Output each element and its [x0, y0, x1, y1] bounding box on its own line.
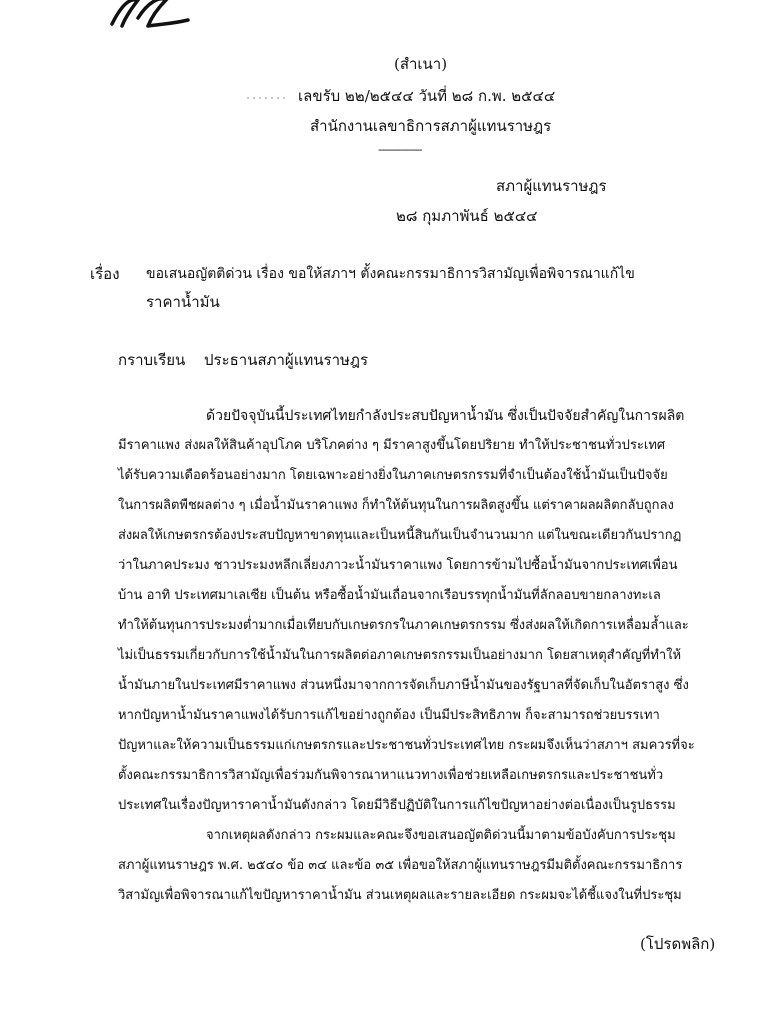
scan-dots [244, 96, 292, 100]
receipt-line: เลขรับ ๒๒/๒๕๔๔ วันที่ ๒๘ ก.พ. ๒๕๔๔ [298, 87, 556, 105]
body-line: ว่าในภาคประมง ชาวประมงหลีกเลี่ยงภาวะน้ำมันราคาแพง โดยการข้ามไปซื้อน้ำมันจากประเทศเพื่อน [118, 558, 678, 573]
salutation-label: กราบเรียน [118, 351, 186, 369]
sender-name: สภาผู้แทนราษฎร [496, 177, 607, 195]
body-line: บ้าน อาทิ ประเทศมาเลเซีย เป็นต้น หรือซื้อน้ำมันเถื่อนจากเรือบรรทุกน้ำมันที่ลักลอบขายกลางทะเล [118, 588, 661, 603]
body-line: ด้วยปัจจุบันนี้ประเทศไทยกำลังประสบปัญหาน้ำมัน ซึ่งเป็นปัจจัยสำคัญในการผลิต [206, 408, 685, 424]
body-line: ส่งผลให้เกษตรกรต้องประสบปัญหาขาดทุนและเป็นหนี้สินกันเป็นจำนวนมาก แต่ในขณะเดียวกันปรากฏ [118, 528, 682, 543]
turn-over-note: (โปรดพลิก) [640, 935, 716, 953]
body-line: ไม่เป็นธรรมเกี่ยวกับการใช้น้ำมันในการผลิตต่อภาคเกษตรกรรมเป็นอย่างมาก โดยสาเหตุสำคัญที่ทำให้ [118, 648, 682, 663]
subject-line-2: ราคาน้ำมัน [146, 293, 220, 311]
body-line: ทำให้ต้นทุนการประมงต่ำมากเมื่อเทียบกับเกษตรกรในภาคเกษตรกรรม ซึ่งส่งผลให้เกิดการเหลื่อมล้ำและ [118, 618, 689, 633]
body-line: จากเหตุผลดังกล่าว กระผมและคณะจึงขอเสนอญัตติด่วนนี้มาตามข้อบังคับการประชุม [206, 828, 676, 843]
body-line: หากปัญหาน้ำมันราคาแพงได้รับการแก้ไขอย่างถูกต้อง เป็นมีประสิทธิภาพ ก็จะสามารถช่วยบรรเทา [118, 708, 660, 723]
copy-mark: (สำเนา) [394, 55, 448, 73]
body-line: ปัญหาและให้ความเป็นธรรมแก่เกษตรกรและประชาชนทั่วประเทศไทย กระผมจึงเห็นว่าสภาฯ สมควรที่จะ [118, 738, 695, 753]
body-line: สภาผู้แทนราษฎร พ.ศ. ๒๕๔๐ ข้อ ๓๔ และข้อ ๓๕ เพื่อขอให้สภาผู้แทนราษฎรมีมติตั้งคณะกรรมาธิการ [118, 858, 683, 873]
body-line: ได้รับความเดือดร้อนอย่างมาก โดยเฉพาะอย่างยิ่งในภาคเกษตรกรรมที่จำเป็นต้องใช้น้ำมันเป็นปัจจัย [118, 468, 668, 483]
subject-label: เรื่อง [90, 265, 120, 283]
header-divider: ---------------- [378, 143, 422, 156]
body-line: วิสามัญเพื่อพิจารณาแก้ไขปัญหาราคาน้ำมัน ส่วนเหตุผลและรายละเอียด กระผมจะได้ชี้แจงในที่ประชุม [118, 888, 682, 903]
salutation-recipient: ประธานสภาผู้แทนราษฎร [204, 351, 369, 369]
sender-date: ๒๘ กุมภาพันธ์ ๒๕๔๔ [396, 207, 538, 225]
handwritten-mark [108, 0, 198, 34]
body-line: น้ำมันภายในประเทศมีราคาแพง ส่วนหนึ่งมาจากการจัดเก็บภาษีน้ำมันของรัฐบาลที่จัดเก็บในอัตราสูง ซึ่ง [118, 678, 689, 693]
body-line: มีราคาแพง ส่งผลให้สินค้าอุปโภค บริโภคต่าง ๆ มีราคาสูงขึ้นโดยปริยาย ทำให้ประชาชนทั่วประเทศ [118, 438, 666, 453]
subject-line-1: ขอเสนอญัตติด่วน เรื่อง ขอให้สภาฯ ตั้งคณะกรรมาธิการวิสามัญเพื่อพิจารณาแก้ไข [146, 266, 635, 282]
body-line: ประเทศในเรื่องปัญหาราคาน้ำมันดังกล่าว โดยมีวิธีปฏิบัติในการแก้ไขปัญหาอย่างต่อเนื่องเป็นรูปธรรม [118, 798, 676, 813]
office-name: สำนักงานเลขาธิการสภาผู้แทนราษฎร [310, 117, 552, 135]
body-line: ตั้งคณะกรรมาธิการวิสามัญเพื่อร่วมกันพิจารณาหาแนวทางเพื่อช่วยเหลือเกษตรกรและประชาชนทั่ว [118, 768, 664, 783]
body-line: ในการผลิตพืชผลต่าง ๆ เมื่อน้ำมันราคาแพง ก็ทำให้ต้นทุนในการผลิตสูงขึ้น แต่ราคาผลผลิตกลับถูกลง [118, 498, 674, 513]
